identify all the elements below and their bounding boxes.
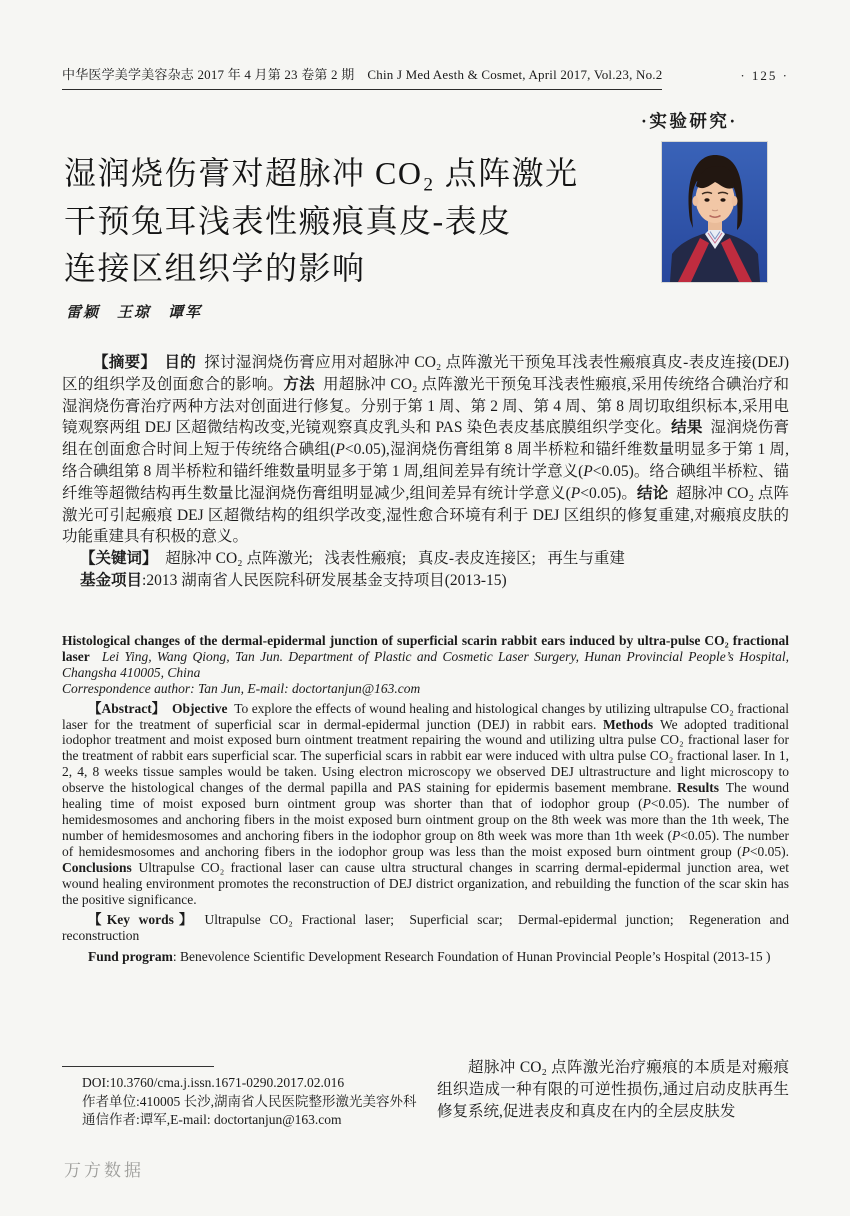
author-portrait-illustration — [662, 142, 767, 282]
page-number: · 125 · — [740, 68, 789, 83]
correspondence-line-cn: 通信作者:谭军,E-mail: doctortanjun@163.com — [82, 1112, 342, 1127]
doi-line: DOI:10.3760/cma.j.issn.1671-0290.2017.02.016 — [82, 1075, 345, 1090]
title-line-3: 连接区组织学的影响 — [64, 250, 366, 286]
bottom-columns — [62, 1054, 789, 1130]
fund-program-en: Fund program: Benevolence Scientific Development Research Foundation of Hunan Provincial People’s Hospital (2013-15 ) — [88, 949, 771, 965]
article-title-en: Histological changes of the dermal-epidermal junction of superficial scarin rabbit ears induced by ultra-pulse CO₂ fractional laser Lei Ying, Wang Qiong, Tan Jun. Department of Plastic and Cosmetic Laser Surgery, Hunan Provincial People’s Hospital, Changsha 410005, China — [62, 633, 789, 680]
title-line-1: 湿润烧伤膏对超脉冲 CO₂ 点阵激光 — [64, 155, 579, 191]
abstract-cn: 【摘要】 目的 探讨湿润烧伤膏应用对超脉冲 CO₂ 点阵激光干预兔耳浅表性瘢痕真皮-表皮连接(DEJ)区的组织学及创面愈合的影响。方法 用超脉冲 CO₂ 点阵激光干预兔耳浅表性瘢痕,采用传统络合碘治疗和湿润烧伤膏治疗两种方法对创面进行修复。分别于第 1 周、第 2 周、第 4 周、第 8 周切取组织标本,采用电镜观察两组 DEJ 区超微结构改变,光镜观察真皮乳头和 PAS 染色表皮基底膜组织学变化。结果 湿润烧伤膏组在创面愈合时间上短于传统络合碘组(P<0.05),湿润烧伤膏组第 8 周半桥粒和锚纤维数量明显多于第 1 周,络合碘组第 8 周半桥粒和锚纤维数量明显多于第 1 周,组间差异有统计学意义(P<0.05)。络合碘组半桥粒、锚纤维等超微结构再生数量比湿润烧伤膏组明显减少,组间差异有统计学意义(P<0.05)。结论 超脉冲 CO₂ 点阵激光可引起瘢痕 DEJ 区超微结构的组织学改变,湿性愈合环境有利于 DEJ 区组织的修复重建,对瘢痕皮肤的功能重建具有积极的意义。 — [62, 354, 790, 546]
journal-title-en: Chin J Med Aesth & Cosmet, April 2017, Vol.23, No.2 — [367, 67, 663, 82]
article-title-cn — [64, 150, 579, 293]
section-badge: ·实验研究· — [641, 111, 738, 131]
abstract-en: 【Abstract】 Objective To explore the effects of wound healing and histological changes by utilizing ultrapulse CO₂ fractional laser for the treatment of superficial scar in dermal-epidermal junction (DEJ) in rabbit ears. Methods We adopted traditional iodophor treatment and moist exposed burn ointment treatment repairing the wound and utilizing ultra pulse CO₂ fractional laser for the treatment of rabbit ears superficial scar. The superficial scars in rabbit ear were induced with ultra pulse CO₂ fractional laser. In 1, 2, 4, 8 weeks tissue samples would be taken. Using electron microscopy we observed DEJ ultrastructure and light microscopy to observe the histological changes of the dermal papilla and PAS staining for epidermis basement membrane. Results The wound healing time of moist exposed burn ointment group was shorter than that of iodophor group (P<0.05). The number of hemidesmosomes and anchoring fibers in the moist exposed burn ointment group on the 8th week was more than the 1th week, The number of hemidesmosomes and anchoring fibers in the iodophor group on 8th week was more than 1th week (P<0.05). The number of hemidesmosomes and anchoring fibers in the iodophor group was less than the moist exposed burn ointment group (P<0.05). Conclusions Ultrapulse CO₂ fractional laser can cause ultra structural changes in scarring dermal-epidermal junction area, wet wound healing environment promotes the reconstruction of DEJ district organization, and rebuilding the function of the scar skin has the positive significance. — [62, 700, 790, 907]
english-section — [62, 633, 789, 965]
footnote-block — [62, 1054, 424, 1130]
author-photo — [662, 142, 767, 282]
body-intro-paragraph: 超脉冲 CO₂ 点阵激光治疗瘢痕的本质是对瘢痕组织造成一种有限的可逆性损伤,通过启动皮肤再生修复系统,促进表皮和真皮在内的全层皮肤发 — [437, 1059, 789, 1120]
chinese-abstract-section — [62, 352, 789, 592]
footnote-rule — [62, 1066, 214, 1067]
fund-program-cn: 基金项目:2013 湖南省人民医院科研发展基金支持项目(2013-15) — [80, 571, 507, 589]
title-line-2: 干预兔耳浅表性瘢痕真皮-表皮 — [64, 202, 512, 239]
page-header — [62, 64, 789, 90]
journal-title-line — [62, 64, 662, 90]
correspondence-line-en: Correspondence author: Tan Jun, E-mail: doctortanjun@163.com — [62, 680, 421, 696]
authors-cn: 雷颖 王琼 谭军 — [66, 305, 203, 321]
keywords-cn: 【关键词】 超脉冲 CO₂ 点阵激光; 浅表性瘢痕; 真皮-表皮连接区; 再生与重建 — [80, 550, 625, 568]
affiliation-line: 作者单位:410005 长沙,湖南省人民医院整形激光美容外科 — [82, 1093, 417, 1109]
keywords-en: 【Key words】 Ultrapulse CO₂ Fractional laser; Superficial scar; Dermal-epidermal junction; Regeneration and reconstruction — [62, 912, 790, 944]
journal-title-cn: 中华医学美学美容杂志 2017 年 4 月第 23 卷第 2 期 — [62, 67, 355, 82]
wanfang-watermark: 万方数据 — [64, 1161, 144, 1180]
